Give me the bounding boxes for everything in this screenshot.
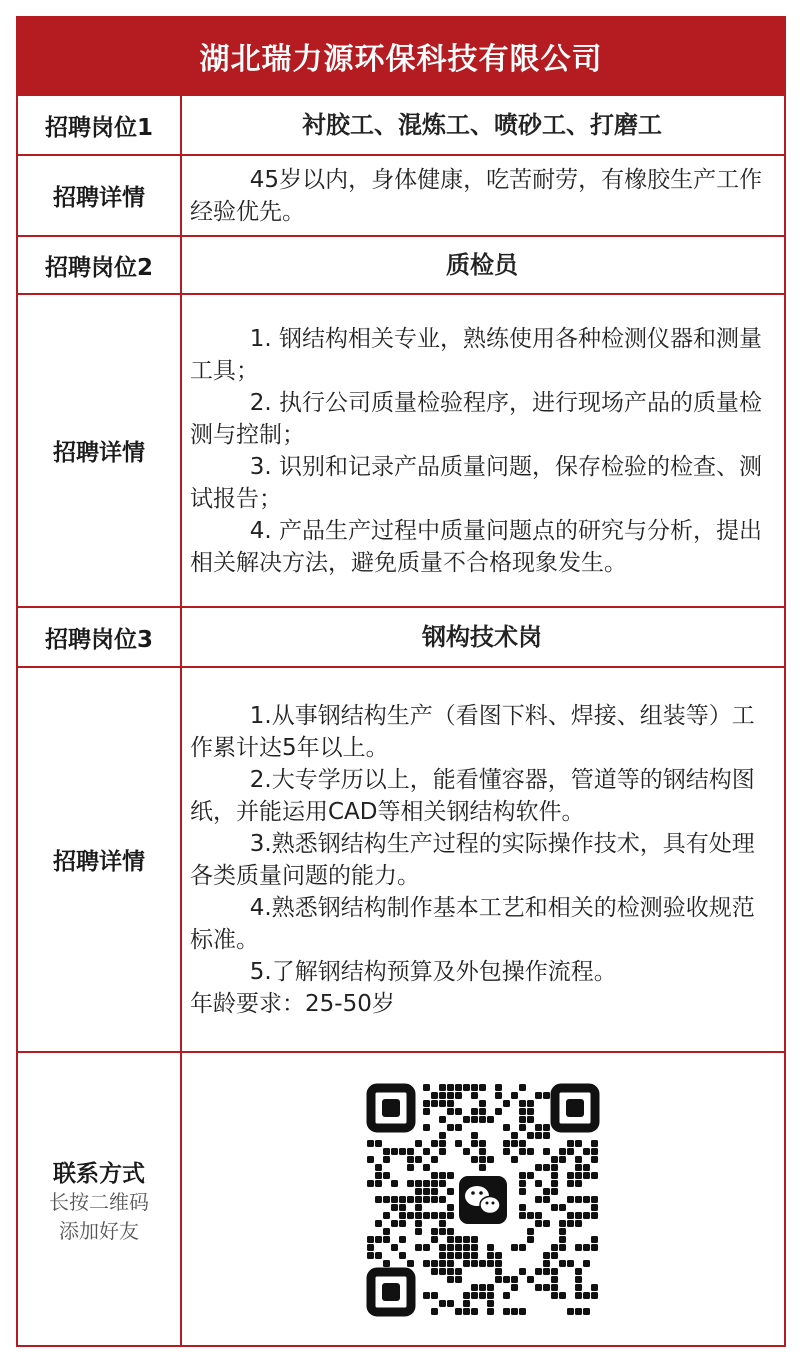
detail-line: 2.大专学历以上，能看懂容器，管道等的钢结构图纸，并能运用CAD等相关钢结构软件。 xyxy=(190,766,755,825)
position-title-3: 钢构技术岗 xyxy=(422,623,542,651)
detail-line: 3. 识别和记录产品质量问题，保存检验的检查、测试报告； xyxy=(190,453,763,512)
position-title-2: 质检员 xyxy=(446,251,518,279)
position-label-3: 招聘岗位3 xyxy=(18,608,182,666)
detail-line: 3.熟悉钢结构生产过程的实际操作技术，具有处理各类质量问题的能力。 xyxy=(190,830,755,889)
contact-label: 联系方式 xyxy=(53,1160,145,1187)
detail-label-2: 招聘详情 xyxy=(18,295,182,606)
company-title: 湖北瑞力源环保科技有限公司 xyxy=(18,18,784,94)
contact-hint-2: 添加好友 xyxy=(59,1218,139,1243)
detail-line: 45岁以内，身体健康，吃苦耐劳，有橡胶生产工作经验优先。 xyxy=(190,166,763,225)
contact-row xyxy=(18,1051,784,1347)
contact-label-cell xyxy=(18,1053,182,1347)
position-label-1: 招聘岗位1 xyxy=(18,96,182,154)
wechat-qr-code-icon[interactable] xyxy=(363,1080,603,1320)
position-title-1: 衬胶工、混炼工、喷砂工、打磨工 xyxy=(302,111,662,139)
detail-row-1 xyxy=(18,154,784,235)
detail-line: 2. 执行公司质量检验程序，进行现场产品的质量检测与控制； xyxy=(190,389,763,448)
detail-label-1: 招聘详情 xyxy=(18,156,182,235)
position-row-3 xyxy=(18,606,784,666)
position-row-2 xyxy=(18,235,784,293)
position-row-1 xyxy=(18,94,784,154)
contact-hint-1: 长按二维码 xyxy=(49,1189,149,1214)
detail-line: 1.从事钢结构生产（看图下料、焊接、组装等）工作累计达5年以上。 xyxy=(190,702,755,761)
detail-row-2 xyxy=(18,293,784,606)
detail-content-2 xyxy=(182,295,784,606)
position-label-2: 招聘岗位2 xyxy=(18,237,182,293)
detail-row-3 xyxy=(18,666,784,1051)
detail-line: 4.熟悉钢结构制作基本工艺和相关的检测验收规范标准。 xyxy=(190,894,755,953)
detail-label-3: 招聘详情 xyxy=(18,668,182,1051)
age-requirement: 年龄要求：25-50岁 xyxy=(190,990,395,1017)
detail-content-1 xyxy=(182,156,784,235)
detail-line: 1. 钢结构相关专业，熟练使用各种检测仪器和测量工具； xyxy=(190,325,763,384)
detail-line: 4. 产品生产过程中质量问题点的研究与分析，提出相关解决方法，避免质量不合格现象发生。 xyxy=(190,517,763,576)
recruitment-sheet xyxy=(16,16,786,1347)
detail-content-3 xyxy=(182,668,784,1051)
qr-container xyxy=(182,1053,784,1347)
detail-line: 5.了解钢结构预算及外包操作流程。 xyxy=(249,958,617,985)
